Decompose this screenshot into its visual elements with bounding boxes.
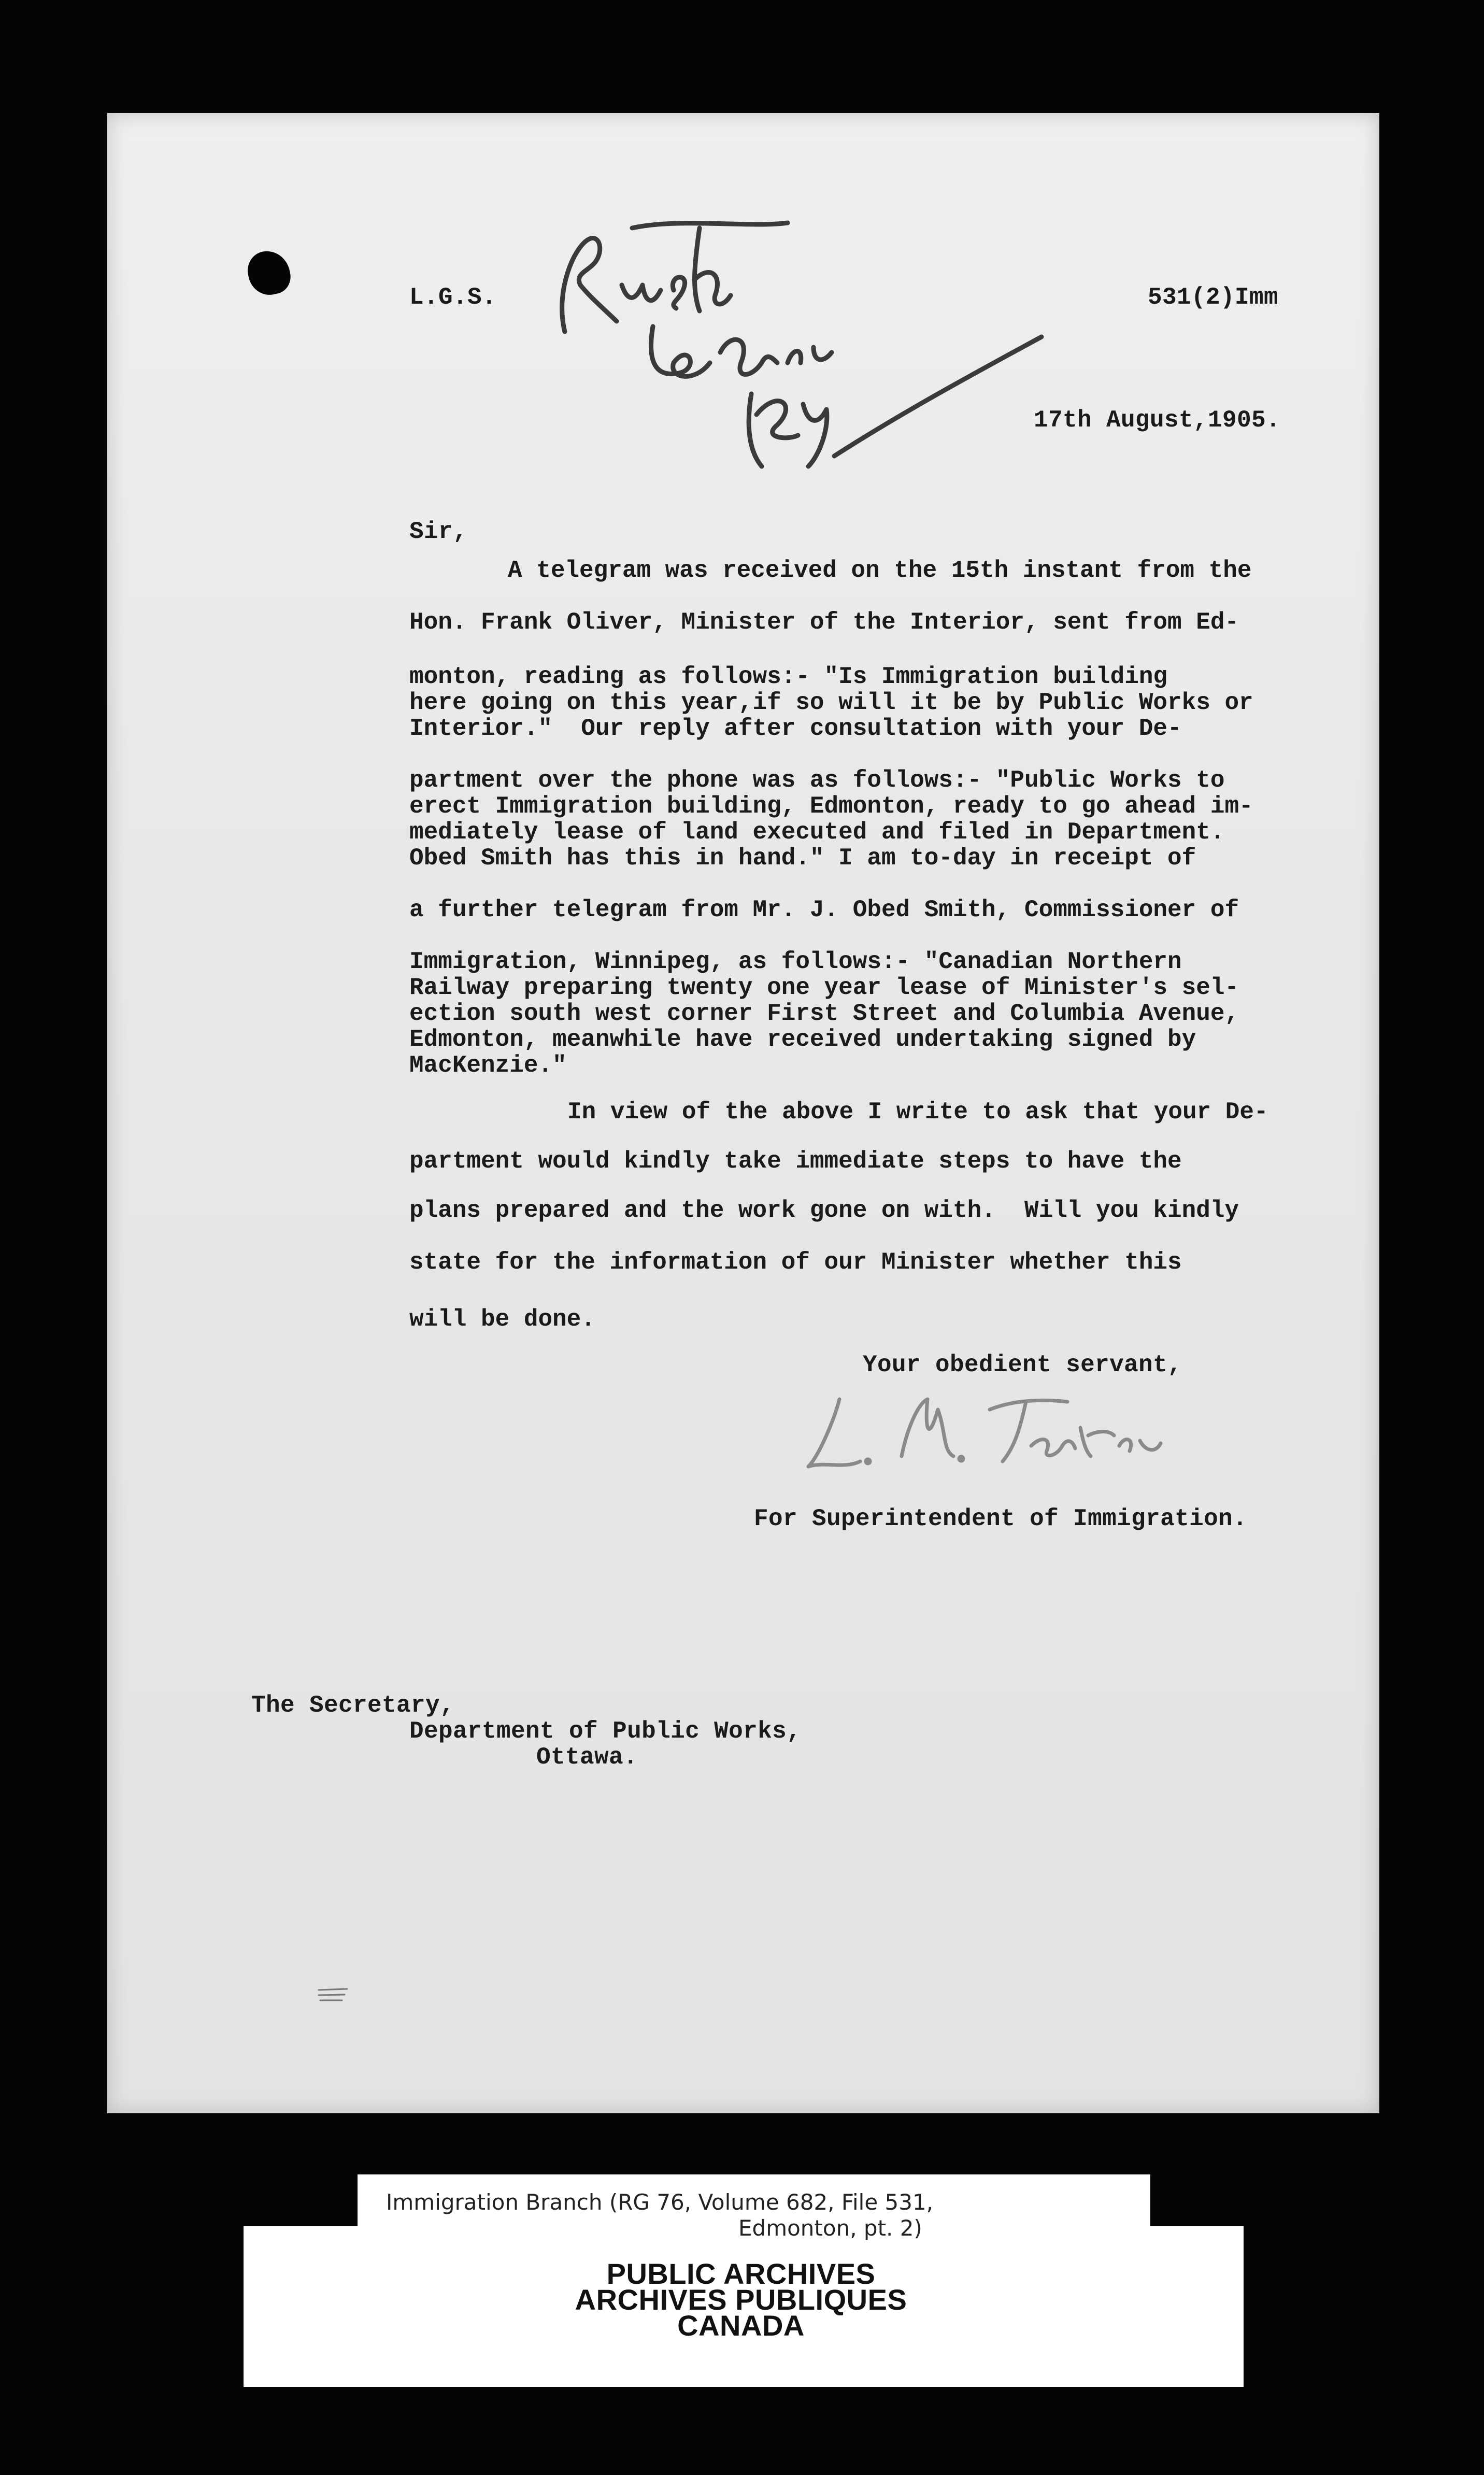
addressee-line: The Secretary, xyxy=(251,1692,455,1719)
reference-left: L.G.S. xyxy=(409,284,497,311)
body-line: partment would kindly take immediate steps to have the xyxy=(409,1148,1182,1175)
body-line: MacKenzie." xyxy=(409,1052,567,1079)
body-line: here going on this year,if so will it be by Public Works or xyxy=(409,689,1253,716)
body-line: Interior." Our reply after consultation with your De- xyxy=(409,715,1182,742)
signature-icon xyxy=(798,1378,1171,1482)
addressee-line: Department of Public Works, xyxy=(409,1718,802,1745)
body-line: In view of the above I write to ask that your De- xyxy=(567,1099,1268,1126)
archive-name-en: PUBLIC ARCHIVES xyxy=(606,2257,876,2290)
closing: Your obedient servant, xyxy=(863,1352,1182,1378)
body-line: partment over the phone was as follows:- "Public Works to xyxy=(409,767,1225,794)
reference-right: 531(2)Imm xyxy=(1148,284,1279,311)
body-line: state for the information of our Minister whether this xyxy=(409,1249,1182,1276)
body-line: Obed Smith has this in hand." I am to-day in receipt of xyxy=(409,845,1196,872)
body-line: mediately lease of land executed and filed in Department. xyxy=(409,819,1225,846)
body-line: monton, reading as follows:- "Is Immigration building xyxy=(409,663,1168,690)
body-line: Immigration, Winnipeg, as follows:- "Canadian Northern xyxy=(409,948,1182,975)
body-line: will be done. xyxy=(409,1306,595,1333)
body-line: ection south west corner First Street and Columbia Avenue, xyxy=(409,1000,1239,1027)
addressee-line: Ottawa. xyxy=(536,1744,638,1771)
body-line: Edmonton, meanwhile have received undertaking signed by xyxy=(409,1026,1196,1053)
body-line: A telegram was received on the 15th instant from the xyxy=(508,557,1252,584)
archive-reference-line: Immigration Branch (RG 76, Volume 682, File 531, xyxy=(386,2189,934,2215)
archive-country: CANADA xyxy=(677,2309,805,2342)
handwritten-annotation-icon xyxy=(544,207,1052,487)
pencil-mark-icon xyxy=(316,1985,352,2005)
signatory: For Superintendent of Immigration. xyxy=(754,1505,1248,1532)
archive-name-fr: ARCHIVES PUBLIQUES xyxy=(575,2283,907,2316)
body-line: erect Immigration building, Edmonton, ready to go ahead im- xyxy=(409,793,1253,820)
body-line: a further telegram from Mr. J. Obed Smith, Commissioner of xyxy=(409,897,1239,923)
salutation: Sir, xyxy=(409,518,468,545)
letter-date: 17th August,1905. xyxy=(1034,407,1281,434)
body-line: plans prepared and the work gone on with. Will you kindly xyxy=(409,1197,1239,1224)
body-line: Railway preparing twenty one year lease of Minister's sel- xyxy=(409,974,1239,1001)
body-line: Hon. Frank Oliver, Minister of the Interior, sent from Ed- xyxy=(409,609,1239,636)
archive-reference-line: Edmonton, pt. 2) xyxy=(738,2215,922,2241)
